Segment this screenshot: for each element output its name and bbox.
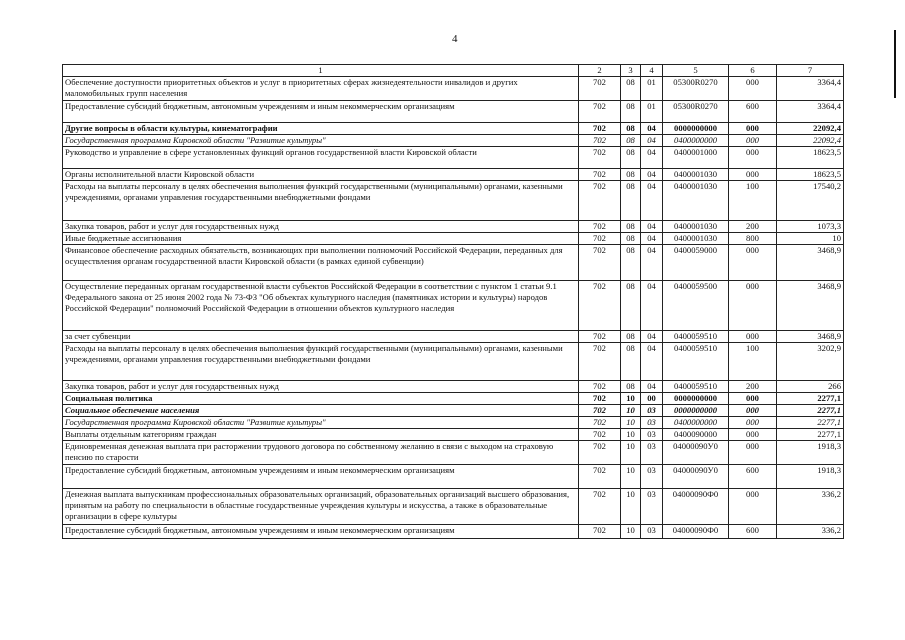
header-cell-1: 1 — [63, 65, 579, 77]
table-row — [63, 465, 844, 489]
row-amount: 10 — [777, 233, 844, 245]
row-target-article-code: 0400000000 — [663, 135, 729, 147]
row-subsection-code: 04 — [641, 381, 663, 393]
row-amount: 3468,9 — [777, 331, 844, 343]
row-subsection-code: 04 — [641, 135, 663, 147]
row-section-code: 08 — [621, 77, 641, 101]
row-subsection-code: 03 — [641, 441, 663, 465]
row-department-code: 702 — [579, 101, 621, 123]
table-row — [63, 221, 844, 233]
header-cell-5: 5 — [663, 65, 729, 77]
row-expense-type-code: 000 — [729, 123, 777, 135]
row-amount: 266 — [777, 381, 844, 393]
row-target-article-code: 04000090У0 — [663, 465, 729, 489]
header-row — [63, 65, 844, 77]
row-section-code: 08 — [621, 123, 641, 135]
row-target-article-code: 0400001030 — [663, 221, 729, 233]
row-name-cell: Выплаты отдельным категориям граждан — [63, 429, 579, 441]
row-subsection-code: 04 — [641, 221, 663, 233]
row-subsection-code: 04 — [641, 343, 663, 381]
row-target-article-code: 0400090000 — [663, 429, 729, 441]
row-section-code: 10 — [621, 429, 641, 441]
row-subsection-code: 04 — [641, 233, 663, 245]
row-name-cell: Государственная программа Кировской области "Развитие культуры" — [63, 135, 579, 147]
row-name-cell: Другие вопросы в области культуры, кинематографии — [63, 123, 579, 135]
row-expense-type-code: 000 — [729, 245, 777, 281]
row-section-code: 08 — [621, 331, 641, 343]
row-target-article-code: 0400059510 — [663, 381, 729, 393]
row-section-code: 10 — [621, 525, 641, 539]
table-row — [63, 233, 844, 245]
row-amount: 1073,3 — [777, 221, 844, 233]
row-department-code: 702 — [579, 331, 621, 343]
row-section-code: 08 — [621, 343, 641, 381]
row-amount: 3202,9 — [777, 343, 844, 381]
row-subsection-code: 03 — [641, 405, 663, 417]
row-expense-type-code: 000 — [729, 77, 777, 101]
row-name-cell: Социальная политика — [63, 393, 579, 405]
row-subsection-code: 03 — [641, 429, 663, 441]
row-expense-type-code: 000 — [729, 169, 777, 181]
header-cell-6: 6 — [729, 65, 777, 77]
row-target-article-code: 0400059500 — [663, 281, 729, 331]
row-target-article-code: 0400059000 — [663, 245, 729, 281]
row-target-article-code: 0000000000 — [663, 123, 729, 135]
row-subsection-code: 01 — [641, 77, 663, 101]
row-name-cell: Осуществление переданных органам государственной власти субъектов Российской Федерации в соответствии с пунктом 1 статьи 9.1 Федерального закона от 25 июня 2002 года № 73-ФЗ "Об объектах культурного наследия (памятниках истории и культуры) народов Российской Федерации" полномочий Российской Федерации в отношении объектов культурного наследия — [63, 281, 579, 331]
row-subsection-code: 04 — [641, 169, 663, 181]
row-target-article-code: 0400059510 — [663, 343, 729, 381]
table-row — [63, 123, 844, 135]
row-expense-type-code: 000 — [729, 489, 777, 525]
row-expense-type-code: 100 — [729, 181, 777, 221]
row-amount: 1918,3 — [777, 441, 844, 465]
table-row — [63, 135, 844, 147]
scan-edge-mark — [894, 30, 896, 98]
row-section-code: 08 — [621, 221, 641, 233]
row-subsection-code: 03 — [641, 525, 663, 539]
row-department-code: 702 — [579, 429, 621, 441]
row-target-article-code: 04000090Ф0 — [663, 489, 729, 525]
row-department-code: 702 — [579, 245, 621, 281]
table-row — [63, 381, 844, 393]
row-department-code: 702 — [579, 221, 621, 233]
row-expense-type-code: 000 — [729, 405, 777, 417]
table-row — [63, 281, 844, 331]
budget-table — [62, 64, 844, 539]
row-amount: 1918,3 — [777, 465, 844, 489]
row-expense-type-code: 000 — [729, 441, 777, 465]
row-section-code: 08 — [621, 181, 641, 221]
row-section-code: 08 — [621, 245, 641, 281]
row-subsection-code: 03 — [641, 489, 663, 525]
row-expense-type-code: 000 — [729, 393, 777, 405]
row-section-code: 08 — [621, 233, 641, 245]
row-section-code: 08 — [621, 135, 641, 147]
row-department-code: 702 — [579, 441, 621, 465]
row-department-code: 702 — [579, 489, 621, 525]
row-target-article-code: 04000090Ф0 — [663, 525, 729, 539]
row-amount: 3364,4 — [777, 101, 844, 123]
header-cell-4: 4 — [641, 65, 663, 77]
row-section-code: 08 — [621, 381, 641, 393]
budget-table-body — [63, 65, 844, 539]
row-target-article-code: 0400001030 — [663, 233, 729, 245]
row-expense-type-code: 000 — [729, 281, 777, 331]
row-expense-type-code: 800 — [729, 233, 777, 245]
row-department-code: 702 — [579, 233, 621, 245]
row-amount: 3364,4 — [777, 77, 844, 101]
row-section-code: 10 — [621, 489, 641, 525]
row-amount: 2277,1 — [777, 417, 844, 429]
row-name-cell: Социальное обеспечение населения — [63, 405, 579, 417]
row-expense-type-code: 200 — [729, 381, 777, 393]
row-department-code: 702 — [579, 135, 621, 147]
row-subsection-code: 00 — [641, 393, 663, 405]
row-expense-type-code: 600 — [729, 525, 777, 539]
table-row — [63, 405, 844, 417]
row-amount: 17540,2 — [777, 181, 844, 221]
row-expense-type-code: 000 — [729, 429, 777, 441]
row-name-cell: Предоставление субсидий бюджетным, автономным учреждениям и иным некоммерческим организациям — [63, 465, 579, 489]
row-target-article-code: 0400000000 — [663, 417, 729, 429]
header-cell-7: 7 — [777, 65, 844, 77]
row-subsection-code: 03 — [641, 417, 663, 429]
row-department-code: 702 — [579, 393, 621, 405]
table-row — [63, 393, 844, 405]
row-amount: 22092,4 — [777, 123, 844, 135]
table-row — [63, 147, 844, 169]
table-row — [63, 429, 844, 441]
table-row — [63, 77, 844, 101]
row-name-cell: Иные бюджетные ассигнования — [63, 233, 579, 245]
row-section-code: 10 — [621, 465, 641, 489]
row-department-code: 702 — [579, 169, 621, 181]
row-expense-type-code: 600 — [729, 465, 777, 489]
row-subsection-code: 03 — [641, 465, 663, 489]
row-target-article-code: 05300R0270 — [663, 77, 729, 101]
row-name-cell: Закупка товаров, работ и услуг для государственных нужд — [63, 221, 579, 233]
row-amount: 336,2 — [777, 525, 844, 539]
row-expense-type-code: 000 — [729, 417, 777, 429]
row-amount: 336,2 — [777, 489, 844, 525]
row-name-cell: Расходы на выплаты персоналу в целях обеспечения выполнения функций государственными (муниципальными) органами, казенными учреждениями, органами управления государственными внебюджетными фондами — [63, 343, 579, 381]
row-name-cell: Государственная программа Кировской области "Развитие культуры" — [63, 417, 579, 429]
row-department-code: 702 — [579, 147, 621, 169]
row-name-cell: Предоставление субсидий бюджетным, автономным учреждениям и иным некоммерческим организациям — [63, 525, 579, 539]
row-name-cell: Закупка товаров, работ и услуг для государственных нужд — [63, 381, 579, 393]
row-amount: 3468,9 — [777, 281, 844, 331]
row-name-cell: Обеспечение доступности приоритетных объектов и услуг в приоритетных сферах жизнедеятельности инвалидов и других маломобильных групп населения — [63, 77, 579, 101]
row-subsection-code: 04 — [641, 123, 663, 135]
row-name-cell: Органы исполнительной власти Кировской области — [63, 169, 579, 181]
row-target-article-code: 0400001000 — [663, 147, 729, 169]
table-row — [63, 489, 844, 525]
table-row — [63, 331, 844, 343]
row-amount: 22092,4 — [777, 135, 844, 147]
table-row — [63, 441, 844, 465]
table-row — [63, 417, 844, 429]
row-name-cell: Единовременная денежная выплата при расторжении трудового договора по собственному желанию в связи с выходом на страховую пенсию по старости — [63, 441, 579, 465]
row-department-code: 702 — [579, 465, 621, 489]
row-section-code: 08 — [621, 169, 641, 181]
row-amount: 2277,1 — [777, 429, 844, 441]
row-section-code: 10 — [621, 393, 641, 405]
row-department-code: 702 — [579, 417, 621, 429]
row-subsection-code: 01 — [641, 101, 663, 123]
row-section-code: 08 — [621, 101, 641, 123]
row-subsection-code: 04 — [641, 331, 663, 343]
row-amount: 3468,9 — [777, 245, 844, 281]
row-target-article-code: 0400001030 — [663, 181, 729, 221]
table-row — [63, 101, 844, 123]
row-department-code: 702 — [579, 181, 621, 221]
row-target-article-code: 0400001030 — [663, 169, 729, 181]
table-row — [63, 169, 844, 181]
row-section-code: 10 — [621, 405, 641, 417]
row-subsection-code: 04 — [641, 147, 663, 169]
row-department-code: 702 — [579, 343, 621, 381]
row-amount: 2277,1 — [777, 405, 844, 417]
row-subsection-code: 04 — [641, 281, 663, 331]
row-name-cell: Руководство и управление в сфере установленных функций органов государственной власти Кировской области — [63, 147, 579, 169]
row-target-article-code: 0000000000 — [663, 393, 729, 405]
row-expense-type-code: 600 — [729, 101, 777, 123]
row-section-code: 10 — [621, 441, 641, 465]
row-department-code: 702 — [579, 405, 621, 417]
row-amount: 18623,5 — [777, 169, 844, 181]
row-amount: 18623,5 — [777, 147, 844, 169]
row-target-article-code: 0400059510 — [663, 331, 729, 343]
table-row — [63, 181, 844, 221]
row-target-article-code: 0000000000 — [663, 405, 729, 417]
row-name-cell: Денежная выплата выпускникам профессиональных образовательных организаций, образовательных организаций высшего образования, принятым на работу по специальности в областные государственные учреждения культуры и искусства, а также в образовательные организации в сфере культуры — [63, 489, 579, 525]
row-section-code: 10 — [621, 417, 641, 429]
page-number: 4 — [452, 33, 458, 45]
row-amount: 2277,1 — [777, 393, 844, 405]
row-expense-type-code: 100 — [729, 343, 777, 381]
table-row — [63, 343, 844, 381]
row-name-cell: Расходы на выплаты персоналу в целях обеспечения выполнения функций государственными (муниципальными) органами, казенными учреждениями, органами управления государственными внебюджетными фондами — [63, 181, 579, 221]
row-subsection-code: 04 — [641, 245, 663, 281]
row-department-code: 702 — [579, 525, 621, 539]
row-expense-type-code: 000 — [729, 135, 777, 147]
header-cell-2: 2 — [579, 65, 621, 77]
row-expense-type-code: 000 — [729, 331, 777, 343]
row-target-article-code: 04000090У0 — [663, 441, 729, 465]
row-department-code: 702 — [579, 381, 621, 393]
row-department-code: 702 — [579, 77, 621, 101]
row-department-code: 702 — [579, 281, 621, 331]
table-row — [63, 525, 844, 539]
table-row — [63, 245, 844, 281]
header-cell-3: 3 — [621, 65, 641, 77]
row-section-code: 08 — [621, 281, 641, 331]
row-department-code: 702 — [579, 123, 621, 135]
row-section-code: 08 — [621, 147, 641, 169]
row-name-cell: за счет субвенции — [63, 331, 579, 343]
row-expense-type-code: 200 — [729, 221, 777, 233]
row-subsection-code: 04 — [641, 181, 663, 221]
row-name-cell: Финансовое обеспечение расходных обязательств, возникающих при выполнении полномочий Российской Федерации, переданных для осуществления органам государственной власти Кировской области (в рамках единой субвенции) — [63, 245, 579, 281]
row-name-cell: Предоставление субсидий бюджетным, автономным учреждениям и иным некоммерческим организациям — [63, 101, 579, 123]
row-expense-type-code: 000 — [729, 147, 777, 169]
row-target-article-code: 05300R0270 — [663, 101, 729, 123]
